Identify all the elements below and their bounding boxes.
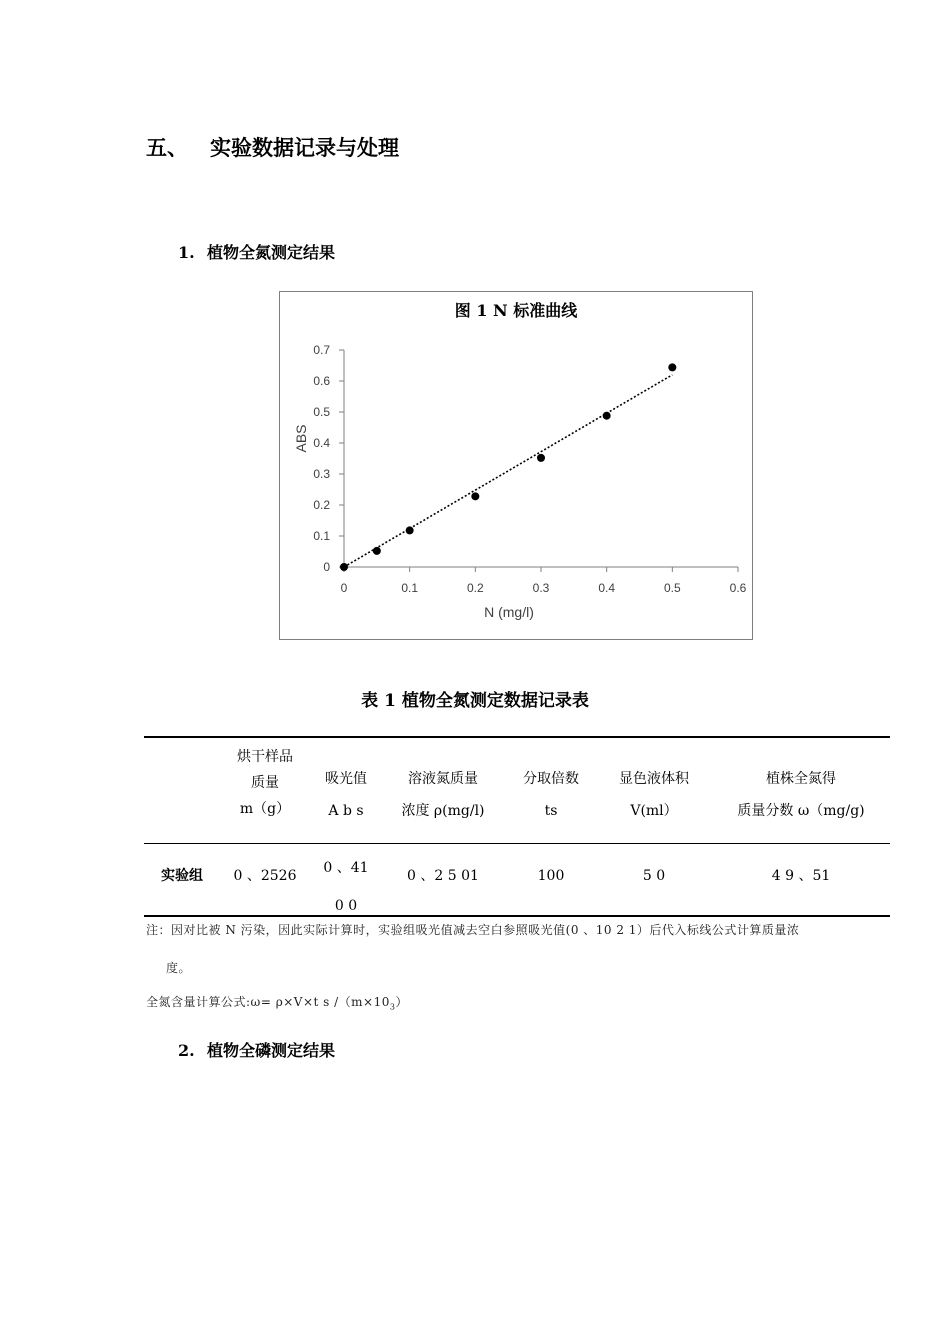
header-abs [305, 763, 387, 827]
subsection-1-title: 植物全氮测定结果 [207, 243, 336, 262]
header-abs-line-1: 吸光值 [325, 771, 367, 787]
header-volume-line-2: V(ml） [630, 803, 678, 819]
table-caption: 表 1 植物全氮测定数据记录表 [361, 691, 589, 711]
data-point [668, 363, 676, 371]
formula-close: ） [395, 995, 408, 1009]
cell-concentration: 0 、2 5 01 [407, 868, 479, 884]
section-heading [146, 132, 399, 162]
header-volume-line-1: 显色液体积 [619, 771, 689, 787]
x-tick-label: 0.4 [598, 581, 616, 595]
n-standard-curve-chart [279, 291, 753, 640]
y-tick-label: 0.1 [313, 529, 330, 543]
y-tick-label: 0.6 [313, 374, 330, 388]
formula-exponent: 3 [389, 1002, 396, 1012]
header-abs-line-2: A b s [328, 803, 364, 819]
header-ts-line-1: 分取倍数 [523, 771, 579, 787]
x-tick-label: 0.5 [663, 581, 681, 595]
y-tick-label: 0.4 [313, 436, 330, 450]
data-point [373, 547, 381, 555]
cell-volume: 5 0 [642, 868, 666, 884]
subsection-1-heading [178, 240, 335, 263]
header-ts-line-2: ts [544, 803, 558, 819]
x-tick-label: 0.6 [729, 581, 747, 595]
subsection-1-number: 1. [178, 243, 195, 262]
data-point [340, 563, 348, 571]
data-point [537, 454, 545, 462]
x-tick-label: 0.3 [532, 581, 550, 595]
chart-title: 图 1 N 标准曲线 [454, 301, 578, 320]
section-number: 五、 [146, 135, 188, 160]
header-concentration-line-2: 浓度 ρ(mg/l) [401, 803, 485, 819]
data-point [406, 526, 414, 534]
header-mass-line-1: 烘干样品 [237, 749, 293, 765]
cell-abs-line-1: 0 、41 [323, 860, 369, 876]
cell-abs-line-2: 0 0 [334, 898, 358, 914]
table-top-rule [144, 736, 890, 738]
x-tick-label: 0.1 [401, 581, 419, 595]
subsection-2-title: 植物全磷测定结果 [207, 1041, 336, 1060]
row-label: 实验组 [161, 868, 203, 884]
formula-line [146, 993, 408, 1011]
header-concentration-line-1: 溶液氮质量 [408, 771, 478, 787]
table-note-line-1: 注：因对比被 N 污染，因此实际计算时，实验组吸光值减去空白参照吸光值(0 、10 2 1）后代入标线公式计算质量浓 [146, 923, 800, 937]
cell-abs [305, 849, 387, 925]
x-tick-label: 0 [340, 581, 348, 595]
subsection-2-heading [178, 1038, 335, 1061]
trendline [344, 375, 672, 567]
header-concentration [382, 763, 504, 827]
header-mass-line-3: m（g） [239, 801, 291, 817]
formula-text: 全氮含量计算公式:ω= ρ×V×t s /（m×10 [146, 995, 390, 1009]
y-tick-label: 0.3 [313, 467, 330, 481]
cell-ts: 100 [537, 868, 565, 884]
header-mass [214, 744, 316, 822]
y-axis-label: ABS [293, 424, 309, 453]
table-note-line-2: 度。 [166, 961, 192, 975]
header-omega-line-2: 质量分数 ω（mg/g) [737, 803, 865, 819]
header-omega-line-1: 植株全氮得 [766, 771, 836, 787]
cell-omega: 4 9 、51 [771, 868, 831, 884]
table-header-rule [144, 843, 890, 844]
y-tick-label: 0.5 [313, 405, 330, 419]
header-mass-line-2: 质量 [251, 775, 279, 791]
y-tick-label: 0.2 [313, 498, 330, 512]
table-bottom-rule [144, 915, 890, 917]
data-point [471, 492, 479, 500]
header-omega [712, 763, 890, 827]
cell-mass: 0 、2526 [233, 868, 297, 884]
header-ts [505, 763, 597, 827]
section-title: 实验数据记录与处理 [210, 135, 399, 160]
y-tick-label: 0.7 [313, 343, 330, 357]
data-point [603, 412, 611, 420]
x-tick-label: 0.2 [466, 581, 484, 595]
subsection-2-number: 2. [178, 1041, 195, 1060]
y-tick-label: 0 [323, 560, 330, 574]
x-axis-label: N (mg/l) [484, 604, 534, 620]
header-volume [598, 763, 710, 827]
chart-svg [280, 292, 752, 639]
